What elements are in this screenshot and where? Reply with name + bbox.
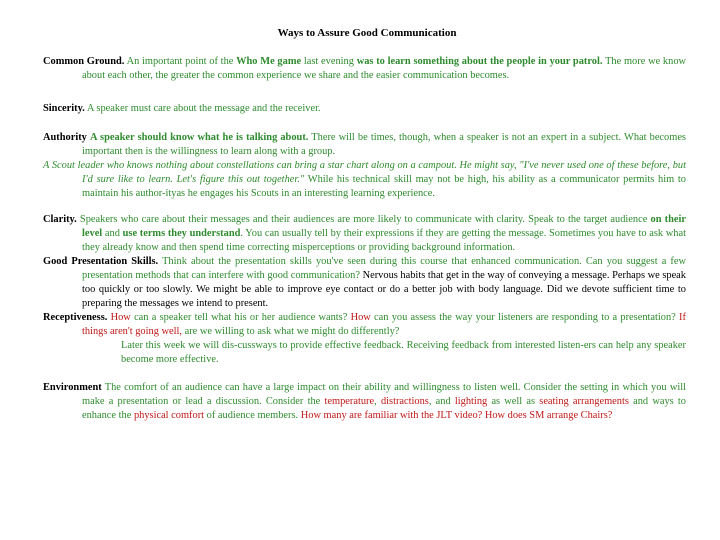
- authority-text-2: While his technical skill may not be high, his ability as a communicator permits him to maintain his author-ityas he engages his Scouts in an interesting learning experience.: [82, 174, 686, 199]
- environment-comma-1: ,: [374, 396, 377, 407]
- receptiveness-text-4: Later this week we will dis-cussways to provide effective feedback. Receiving feedback from interested listen-ers can help any speaker become more effective.: [121, 340, 686, 365]
- environment-lighting: lighting: [454, 396, 488, 407]
- receptiveness-paragraph: [43, 311, 686, 367]
- environment-text-2: as well as: [491, 396, 536, 407]
- receptiveness-heading: Receptiveness.: [43, 312, 108, 323]
- receptiveness-how-2: How: [350, 312, 371, 323]
- authority-heading: Authority: [43, 132, 87, 143]
- presentation-answer: Nervous habits that get in the way of conveying a message. Perhaps we speak too quickly or too slowly. We might be able to improve eye contact or do a better job with body language. Did we devote sufficient time to preparing the messages we intend to present.: [82, 270, 686, 309]
- authority-example: [43, 159, 686, 201]
- clarity-text-3: . You can usually tell by their expressions if they are getting the message. Sometimes you have to ask what they already know and then spend time correcting misperceptions or providing background information.: [82, 228, 686, 253]
- common-ground-heading: Common Ground.: [43, 56, 125, 67]
- environment-text-4: of audience members.: [206, 410, 299, 421]
- authority-example-quote: A Scout leader who knows nothing about constellations can bring a star chart along on a campout. He might say, "I've never used one of these before, but I'd sure like to learn. Let's figure this out together.": [43, 160, 686, 185]
- sincerity-paragraph: [43, 102, 686, 116]
- receptiveness-not-going-well: If things aren't going well,: [82, 312, 686, 337]
- environment-seating: seating arrangements: [539, 396, 629, 407]
- receptiveness-text-2: can you assess the way your listeners are responding to a presentation?: [374, 312, 676, 323]
- common-ground-text-2: last evening: [303, 56, 354, 67]
- common-ground-paragraph: [43, 55, 686, 83]
- sincerity-text: A speaker must care about the message and the receiver.: [86, 103, 321, 114]
- authority-text-1: There will be times, though, when a speaker is not an expert in a subject. What becomes important then is the willingness to learn along with a group.: [82, 132, 686, 157]
- authority-paragraph: [43, 131, 686, 201]
- environment-distractions: distractions: [380, 396, 429, 407]
- clarity-paragraph: [43, 213, 686, 255]
- clarity-on-their-level: on their level: [82, 214, 686, 239]
- clarity-heading: Clarity.: [43, 214, 77, 225]
- receptiveness-text-1: can a speaker tell what his or her audience wants?: [134, 312, 348, 323]
- environment-heading: Environment: [43, 382, 102, 393]
- environment-text-3: and ways to enhance the: [82, 396, 686, 421]
- clarity-text-1: Speakers who care about their messages and their audiences are more likely to communicate with clarity. Speak to the target audience: [79, 214, 648, 225]
- authority-key-point: A speaker should know what he is talking about.: [89, 132, 309, 143]
- common-ground-learn-people: was to learn something about the people in your patrol.: [356, 56, 603, 67]
- environment-comma-2: , and: [428, 396, 451, 407]
- environment-paragraph: [43, 381, 686, 423]
- clarity-text-2: and: [104, 228, 120, 239]
- receptiveness-text-3: are we willing to ask what we might do differently?: [184, 326, 400, 337]
- environment-physical-comfort: physical comfort: [133, 410, 205, 421]
- presentation-paragraph: [43, 255, 686, 311]
- environment-questions: How many are familiar with the JLT video? How does SM arrange Chairs?: [300, 410, 613, 421]
- clarity-use-terms: use terms they understand: [122, 228, 241, 239]
- environment-temperature: temperature: [324, 396, 375, 407]
- common-ground-who-me-game: Who Me game: [236, 56, 302, 67]
- content-body: [43, 55, 686, 423]
- presentation-text-1: Think about the presentation skills you've seen during this course that enhanced communication. Can you suggest a few presentation methods that can interfere with good communication?: [82, 256, 687, 281]
- environment-text-1: The comfort of an audience can have a large impact on their ability and willingness to listen well. Consider the setting in which you will make a presentation or lead a discussion. Consider the: [82, 382, 686, 407]
- page-title: Ways to Assure Good Communication: [277, 27, 457, 39]
- common-ground-text-1: An important point of the: [126, 56, 234, 67]
- receptiveness-how-1: How: [110, 312, 131, 323]
- presentation-heading: Good Presentation Skills.: [43, 256, 159, 267]
- sincerity-heading: Sincerity.: [43, 103, 85, 114]
- common-ground-text-3: The more we know about each other, the greater the common experience we share and the easier communication becomes.: [82, 56, 687, 81]
